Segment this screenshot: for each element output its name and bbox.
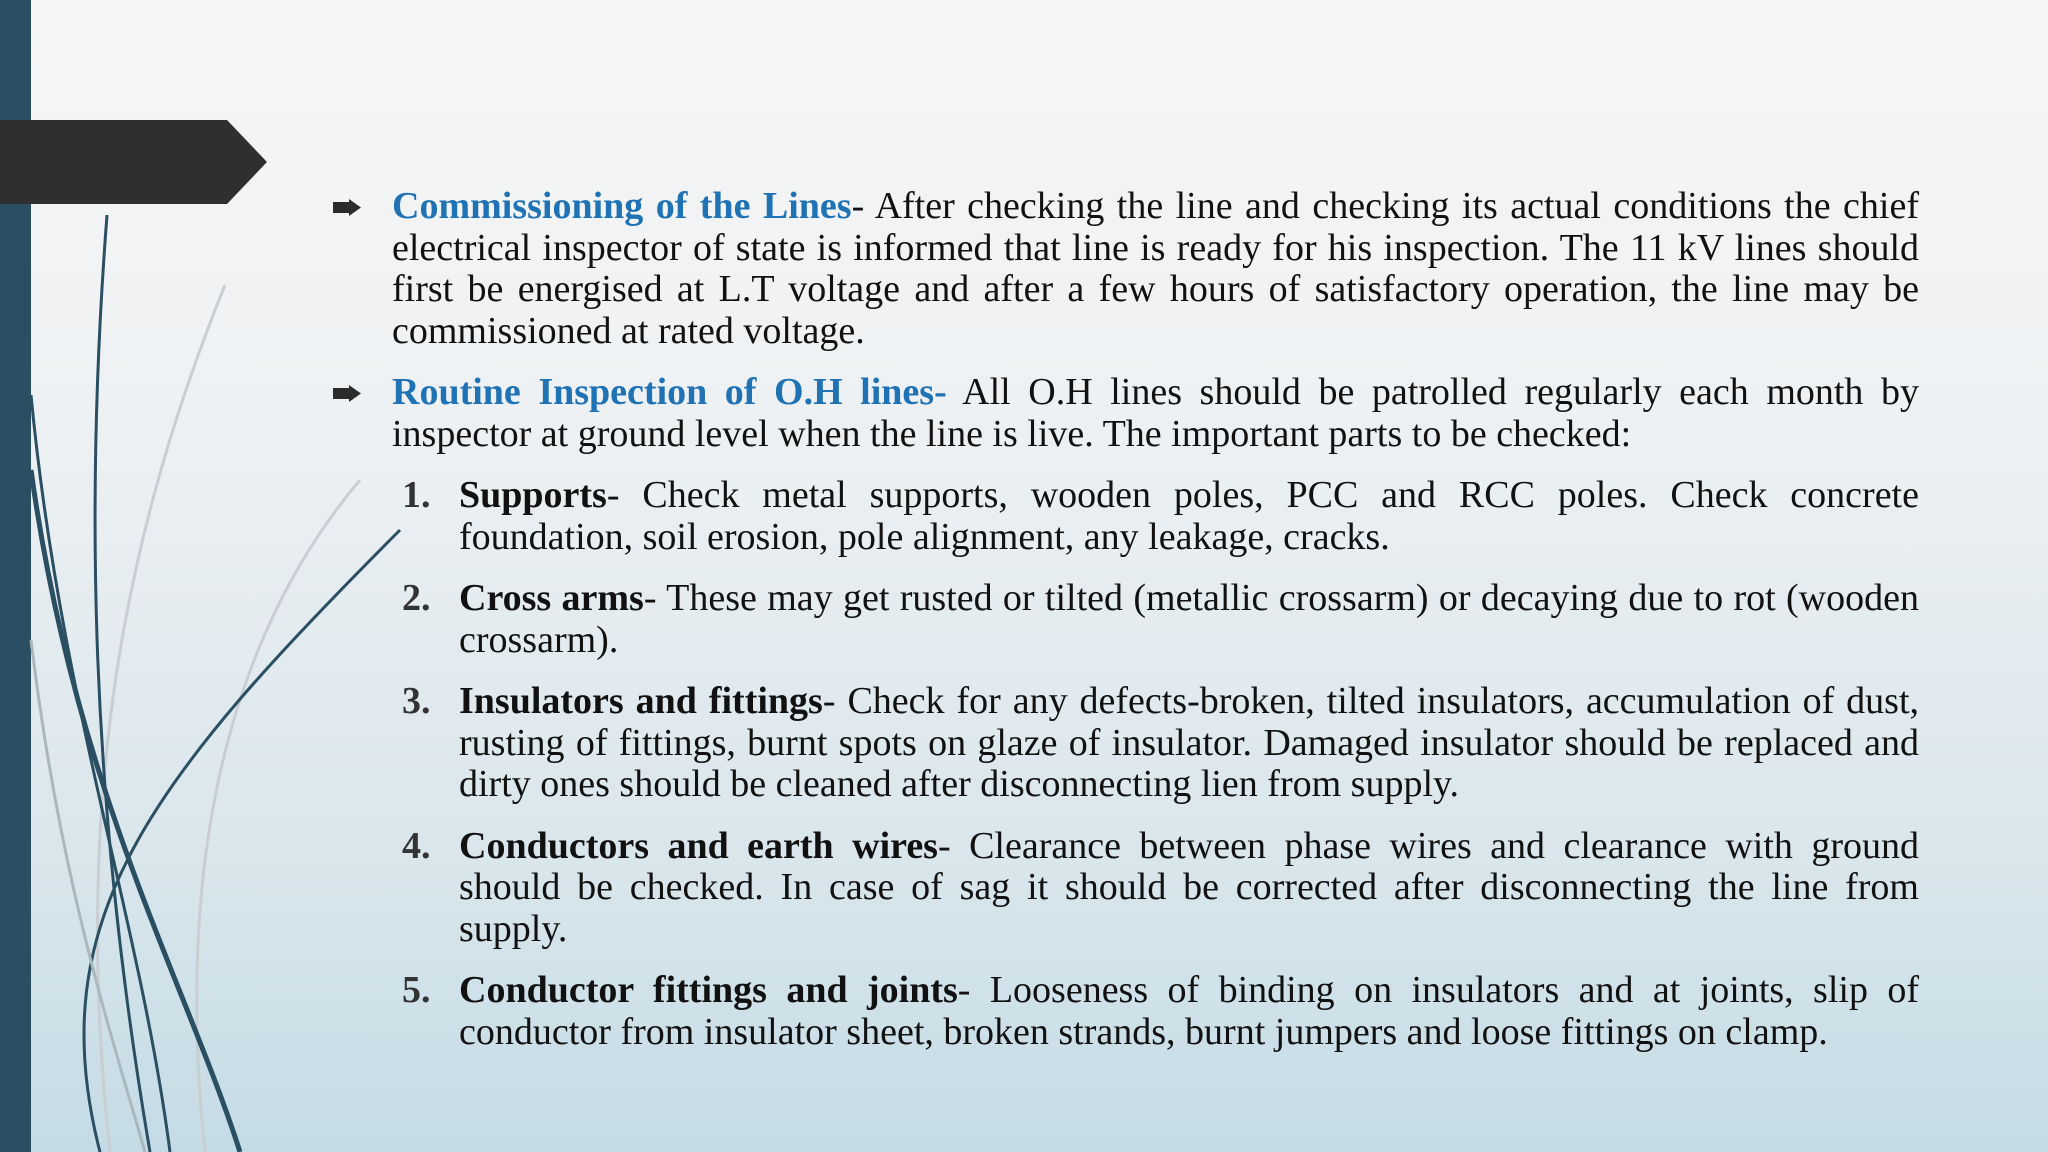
item-number: 1.	[402, 474, 431, 516]
item-number: 5.	[402, 969, 431, 1011]
item-text: - Check for any defects-broken, tilted insulators, accumulation of dust, rusting of fittings, burnt spots on glaze of insulator. Damaged insulator should be replaced and dirty ones should be cleaned after disconnecting lien from supply.	[459, 680, 1920, 805]
checklist-item	[402, 969, 1919, 1053]
checklist-item	[402, 680, 1920, 806]
item-number: 2.	[402, 577, 431, 619]
bullet-heading: Routine Inspection of O.H lines-	[392, 371, 947, 413]
bullet-routine-inspection	[333, 372, 1919, 455]
item-text: - Looseness of binding on insulators and at joints, slip of conductor from insulator sheet, broken strands, burnt jumpers and loose fittings on clamp.	[459, 969, 1919, 1053]
item-heading: Cross arms	[459, 577, 644, 619]
bullet-heading: Commissioning of the Lines	[392, 185, 852, 227]
item-text: - Clearance between phase wires and clearance with ground should be checked. In case of sag it should be corrected after disconnecting the line from supply.	[459, 824, 1919, 950]
item-number: 4.	[402, 824, 431, 867]
checklist-item	[402, 474, 1919, 558]
checklist-item	[402, 577, 1919, 661]
item-heading: Conductor fittings and joints	[459, 969, 958, 1011]
item-heading: Conductors and earth wires	[459, 824, 938, 867]
item-heading: Supports	[459, 474, 607, 516]
slide-content	[333, 186, 1919, 1053]
bullet-text: All O.H lines should be patrolled regularly each month by inspector at ground level when the line is live. The important parts to be checked:	[392, 371, 1919, 455]
inspection-checklist	[333, 475, 1919, 1053]
item-text: - Check metal supports, wooden poles, PCC and RCC poles. Check concrete foundation, soil erosion, pole alignment, any leakage, cracks.	[459, 474, 1919, 558]
arrow-bullet-icon	[333, 385, 361, 402]
item-number: 3.	[402, 680, 431, 722]
item-text: - These may get rusted or tilted (metallic crossarm) or decaying due to rot (wooden crossarm).	[459, 577, 1919, 661]
arrow-bullet-icon	[333, 199, 361, 216]
bullet-text: - After checking the line and checking its actual conditions the chief electrical inspector of state is informed that line is ready for his inspection. The 11 kV lines should first be energised at L.T voltage and after a few hours of satisfactory operation, the line may be commissioned at rated voltage.	[392, 185, 1919, 352]
bullet-commissioning	[333, 186, 1919, 352]
checklist-item	[402, 824, 1919, 951]
title-tab	[0, 120, 267, 204]
item-heading: Insulators and fittings	[459, 680, 823, 722]
